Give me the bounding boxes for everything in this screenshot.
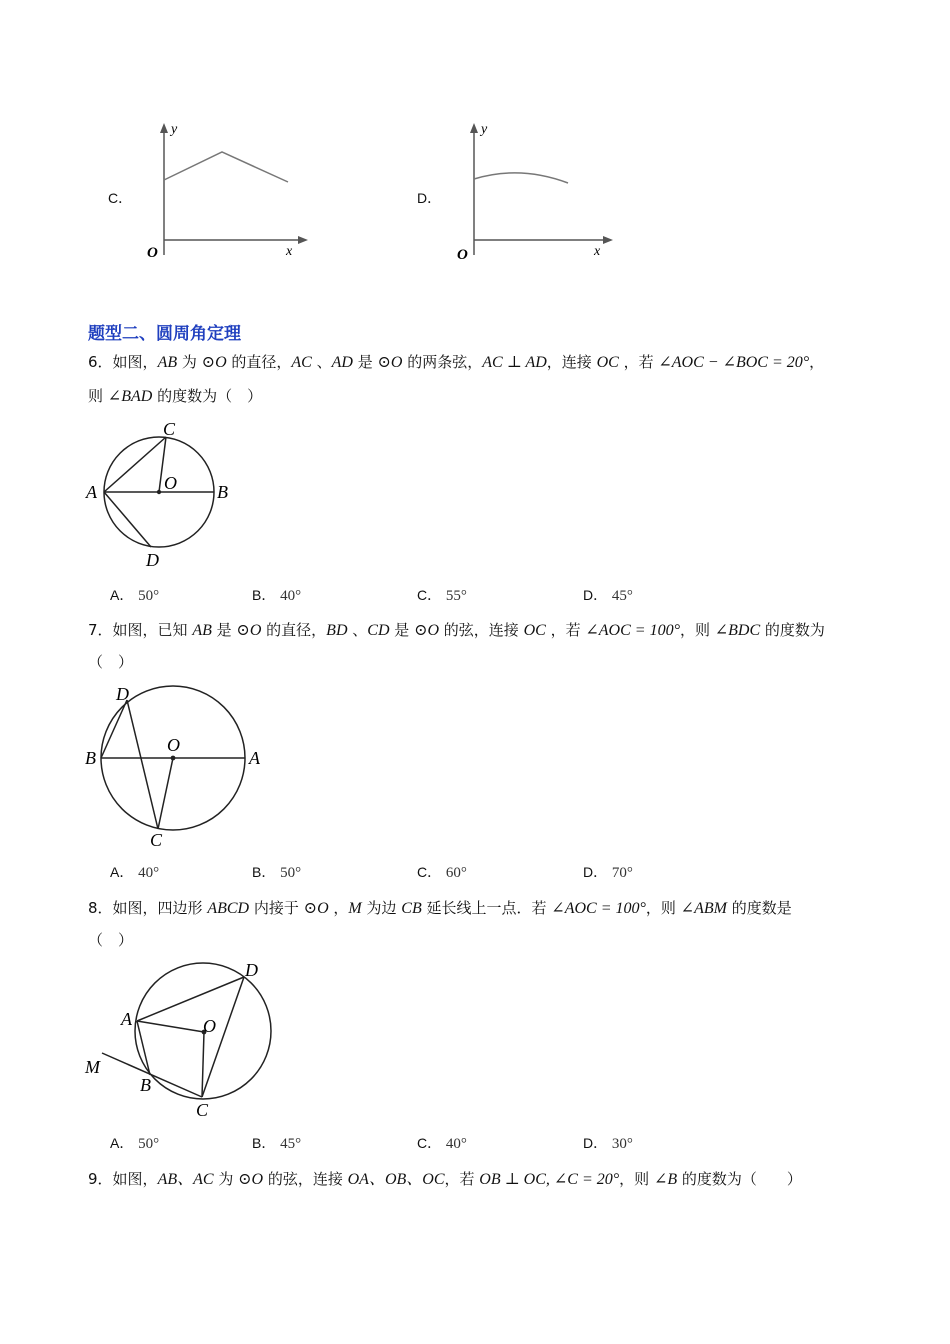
q7-option-b[interactable]: B． 50°: [252, 864, 302, 881]
q7-label-d: D: [116, 684, 129, 704]
q8-side-ad: [137, 977, 244, 1021]
q6-option-c[interactable]: C． 55°: [417, 587, 467, 604]
q8-line1: 8．如图，四边形 ABCD 内接于 ⊙O ，M 为边 CB 延长线上一点．若 ∠AOC = 100°，则 ∠ABM 的度数是: [88, 899, 792, 917]
graph-d-y-label: y: [481, 122, 488, 137]
q7-option-d[interactable]: D． 70°: [583, 864, 633, 881]
q7-label-c: C: [150, 830, 163, 850]
q7-line1: 7．如图，已知 AB 是 ⊙O 的直径，BD 、CD 是 ⊙O 的弦，连接 OC ，若 ∠AOC = 100°，则 ∠BDC 的度数为: [88, 621, 825, 639]
graph-c-label: C．: [108, 190, 133, 206]
q6-line1: 6．如图，AB 为 ⊙O 的直径，AC 、AD 是 ⊙O 的两条弦，AC ⊥ AD，连接 OC ，若 ∠AOC − ∠BOC = 20°，: [88, 353, 825, 371]
q8-label-o: O: [203, 1016, 216, 1036]
q7-chord-bd: [101, 700, 127, 758]
q6-label-d: D: [146, 550, 159, 570]
q9-number: 9．: [88, 1170, 113, 1188]
graph-d-x-label: x: [594, 244, 601, 259]
q7-number: 7．: [88, 621, 113, 639]
q6-label-o: O: [164, 473, 177, 493]
graph-c-y-arrow: [160, 123, 168, 133]
graph-d-x-arrow: [603, 236, 613, 244]
q8-label-a: A: [121, 1009, 132, 1029]
q7-center-dot: [171, 756, 176, 761]
q7-chord-dc: [127, 700, 158, 829]
q8-option-a[interactable]: A． 50°: [110, 1135, 160, 1152]
q7-figure: [80, 680, 275, 850]
q6-center-dot: [157, 490, 161, 494]
q6-option-a[interactable]: A． 50°: [110, 587, 160, 604]
q8-number: 8．: [88, 899, 113, 917]
q6-option-d[interactable]: D． 45°: [583, 587, 633, 604]
graph-d-label: D．: [417, 190, 442, 206]
graph-c-x-label: x: [286, 244, 293, 259]
graph-c-y-label: y: [171, 122, 178, 137]
graph-c-origin-label: O: [147, 245, 158, 261]
section-title: 题型二、圆周角定理: [88, 324, 241, 344]
graph-c-curve: [164, 152, 288, 182]
graph-c-x-arrow: [298, 236, 308, 244]
q6-label-c: C: [163, 419, 176, 439]
q7-option-a[interactable]: A． 40°: [110, 864, 160, 881]
q9-line1: 9．如图，AB、AC 为 ⊙O 的弦，连接 OA、OB、OC，若 OB ⊥ OC, ∠C = 20°，则 ∠B 的度数为（ ）: [88, 1170, 802, 1188]
graph-d-curve: [474, 173, 568, 183]
graph-d-y-arrow: [470, 123, 478, 133]
q8-option-c[interactable]: C． 40°: [417, 1135, 467, 1152]
q8-label-c: C: [196, 1100, 209, 1120]
q6-label-a: A: [86, 482, 97, 502]
q6-number: 6．: [88, 353, 113, 371]
q7-label-a: A: [249, 748, 260, 768]
q8-label-m: M: [85, 1057, 100, 1077]
q7-option-c[interactable]: C． 60°: [417, 864, 467, 881]
q7-line2: （ ）: [88, 653, 134, 671]
q6-label-b: B: [217, 482, 228, 502]
graph-d-origin-label: O: [457, 247, 468, 263]
q8-line-mc: [102, 1053, 202, 1097]
graph-d-figure: [450, 115, 625, 265]
q7-segment-oc: [158, 758, 173, 829]
q8-segment-oc: [202, 1032, 204, 1097]
q8-option-b[interactable]: B． 45°: [252, 1135, 302, 1152]
q6-chord-ac: [104, 437, 166, 492]
q8-side-ab: [137, 1021, 150, 1075]
q7-label-o: O: [167, 735, 180, 755]
q8-label-d: D: [245, 960, 258, 980]
q6-figure: [80, 415, 250, 575]
q8-segment-ao: [137, 1021, 204, 1032]
q6-option-b[interactable]: B． 40°: [252, 587, 302, 604]
q8-figure: [80, 955, 280, 1125]
q8-label-b: B: [140, 1075, 151, 1095]
q6-line2: 则 ∠BAD 的度数为（ ）: [88, 387, 263, 405]
q8-option-d[interactable]: D． 30°: [583, 1135, 633, 1152]
q7-label-b: B: [85, 748, 96, 768]
q8-line2: （ ）: [88, 931, 134, 949]
graph-c-figure: [140, 115, 315, 265]
q8-side-dc: [202, 977, 244, 1097]
